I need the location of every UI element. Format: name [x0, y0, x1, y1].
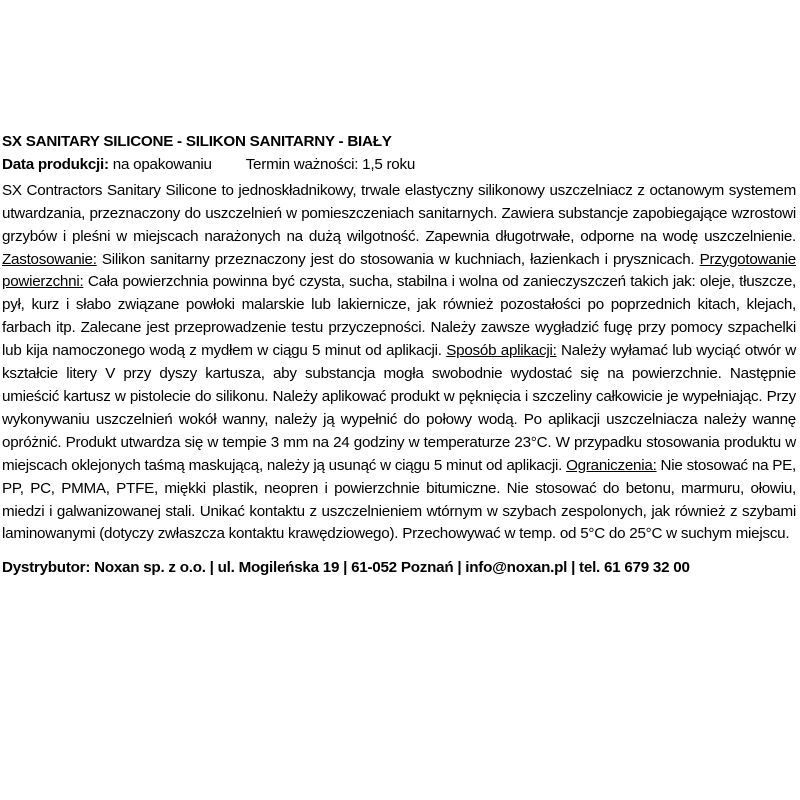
description-paragraph: [2, 180, 796, 547]
product-title: SX SANITARY SILICONE - SILIKON SANITARNY - BIAŁY: [2, 133, 392, 150]
description-intro: SX Contractors Sanitary Silicone to jednoskładnikowy, trwale elastyczny silikonowy uszczelniacz z octanowym systemem utwardzania, przeznaczony do uszczelnień w pomieszczeniach sanitarnych. Zawiera substancje zapobiegające wzrostowi grzybów i pleśni w miejscach narażonych na dużą wilgotność. Zapewnia długotrwałe, odporne na wodę uszczelnienie.: [2, 181, 796, 245]
production-date-label: Data produkcji:: [2, 155, 109, 173]
limits-heading: Ograniczenia:: [566, 456, 657, 474]
expiry-info: Termin ważności: 1,5 roku: [245, 155, 416, 173]
product-label: [2, 131, 796, 580]
method-heading: Sposób aplikacji:: [446, 342, 557, 360]
preparation-text: Cała powierzchnia powinna być czysta, sucha, stabilna i wolna od zanieczyszczeń takich jak: oleje, tłuszcze, pył, kurz i słabo związane powłoki malarskie lub lakiernicze, jak również pozostałości po poprzednich kitach, klejach, farbach itp. Zalecane jest przeprowadzenie testu przyczepności. Należy zawsze wygładzić fugę przy pomocy szpachelki lub kija namoczonego wodą z mydłem w ciągu 5 minut od aplikacji.: [2, 273, 796, 360]
product-meta: [2, 154, 796, 177]
limits-text: Nie stosować na PE, PP, PC, PMMA, PTFE, miękki plastik, neopren i powierzchnie bitumiczne. Nie stosować do betonu, marmuru, ołowiu, miedzi i galwanizowanej stali. Unikać kontaktu z uszczelnieniem wtórnym w szybach zespolonych, jak również z szybami laminowanymi (dotyczy zwłaszcza kontaktu krawędziowego). Przechowywać w temp. od 5°C do 25°C w suchym miejscu.: [2, 456, 796, 543]
method-text: Należy wyłamać lub wyciąć otwór w kształcie litery V przy dyszy kartusza, aby substancja mogła swobodnie wydostać się na powierzchnie. Następnie umieścić kartusz w pistolecie do silikonu. Należy aplikować produkt w pęknięcia i szczeliny całkowicie je wypełniając. Przy wykonywaniu uszczelnień wokół wanny, należy ją wypełnić do połowy wodą. Po aplikacji uszczelniacza należy wannę opróżnić. Produkt utwardza się w tempie 3 mm na 24 godziny w temperaturze 23°C. W przypadku stosowania produktu w miejscach oklejonych taśmą maskującą, należy ją usunąć w ciągu 5 minut od aplikacji.: [2, 342, 796, 474]
preparation-heading: Przygotowanie powierzchni:: [2, 250, 796, 291]
production-date-value: na opakowaniu: [108, 155, 212, 173]
application-text: Silikon sanitarny przeznaczony jest do stosowania w kuchniach, łazienkach i prysznicach.: [96, 250, 695, 268]
distributor-line: Dystrybutor: Noxan sp. z o.o. | ul. Mogileńska 19 | 61-052 Poznań | info@noxan.pl | tel. 61 679 32 00: [2, 559, 690, 577]
application-heading: Zastosowanie:: [2, 250, 97, 268]
